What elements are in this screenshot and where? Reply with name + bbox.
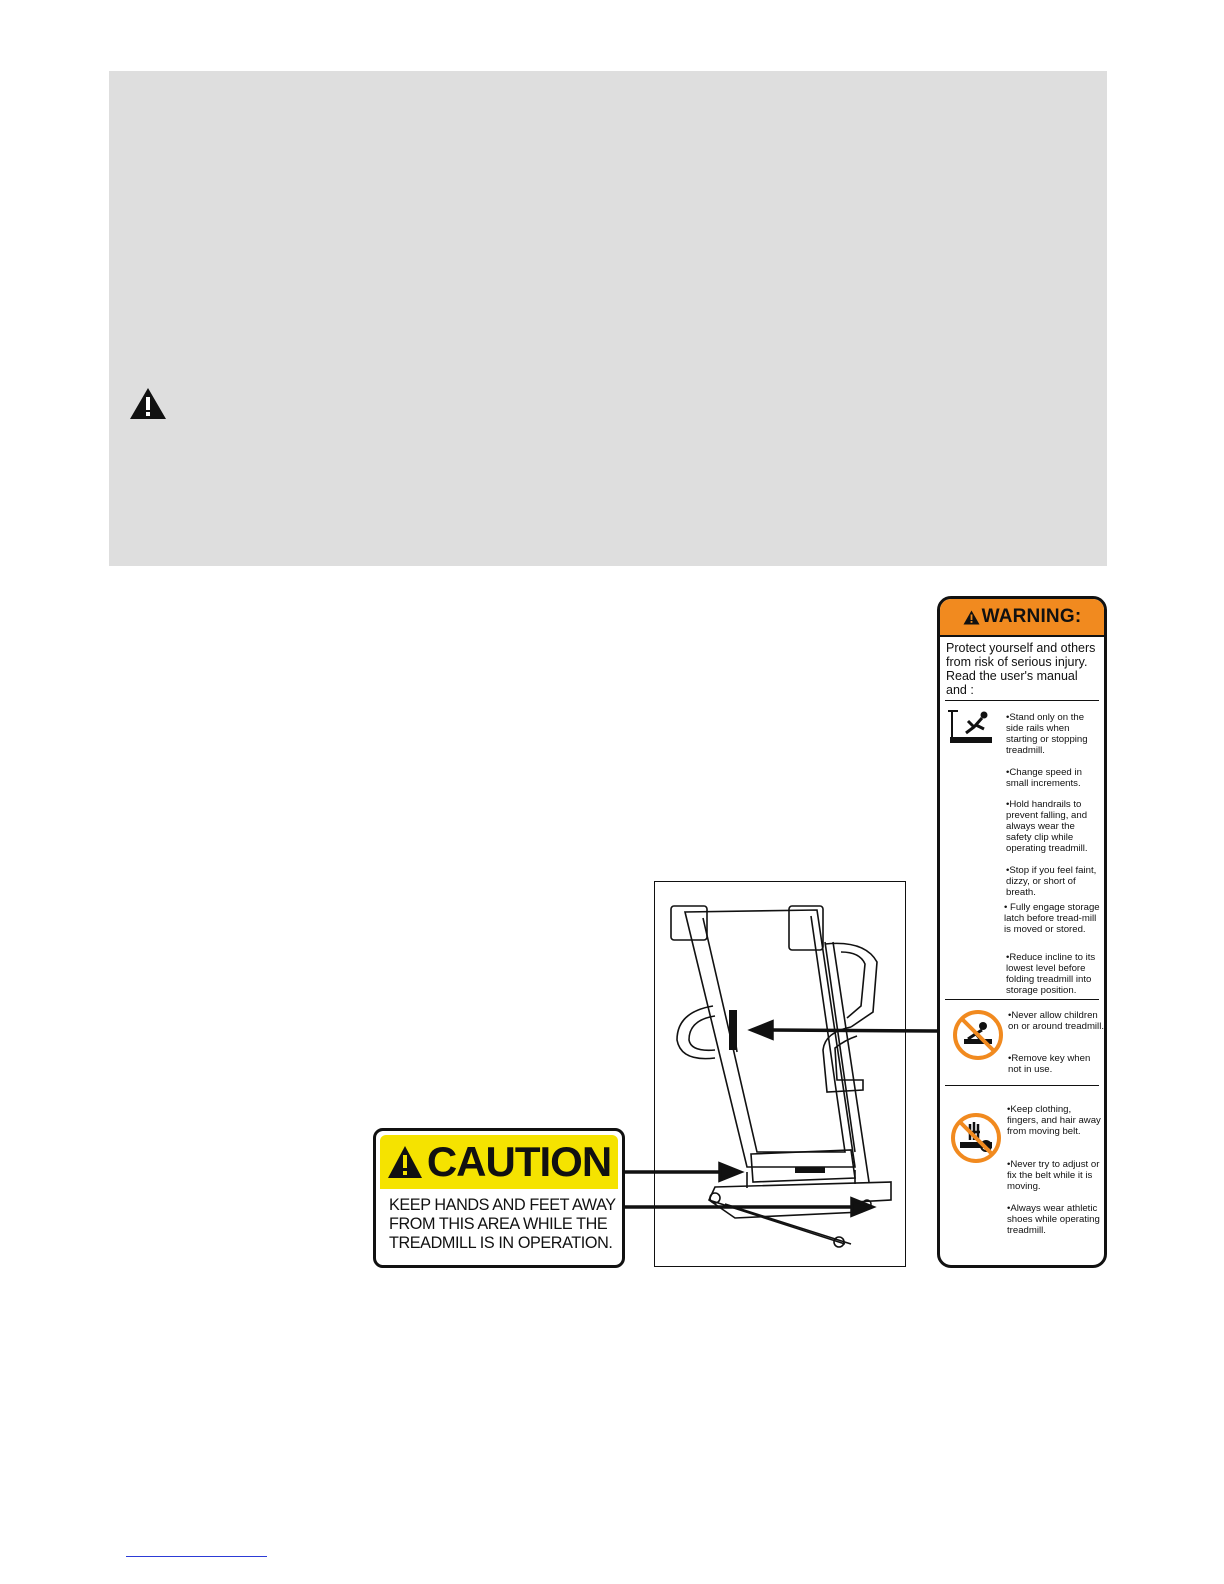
warning-triangle-icon bbox=[387, 1145, 423, 1179]
warning-item: •Never allow children on or around treadmill. bbox=[1008, 1010, 1104, 1032]
caution-line: TREADMILL IS IN OPERATION. bbox=[389, 1234, 613, 1252]
warning-item: •Never try to adjust or fix the belt while it is moving. bbox=[1007, 1159, 1100, 1192]
warning-item: •Always wear athletic shoes while operating treadmill. bbox=[1007, 1203, 1100, 1236]
caution-decal bbox=[373, 1128, 625, 1268]
warning-item: •Remove key when not in use. bbox=[1008, 1053, 1091, 1075]
warning-title: WARNING: bbox=[981, 606, 1082, 627]
caution-title: CAUTION bbox=[426, 1138, 612, 1185]
warning-item: •Keep clothing, fingers, and hair away from moving belt. bbox=[1007, 1104, 1101, 1137]
warning-item: •Stand only on the side rails when starting or stopping treadmill. bbox=[1006, 712, 1088, 756]
warning-item: • Fully engage storage latch before tread-mill is moved or stored. bbox=[1004, 902, 1100, 935]
caution-line: FROM THIS AREA WHILE THE bbox=[389, 1215, 608, 1233]
warning-item: •Hold handrails to prevent falling, and always wear the safety clip while operating treadmill. bbox=[1006, 799, 1088, 854]
warning-item: •Change speed in small increments. bbox=[1006, 767, 1082, 789]
warning-intro-text: Protect yourself and others from risk of serious injury. Read the user's manual and : bbox=[946, 641, 1096, 697]
warning-item: •Reduce incline to its lowest level before folding treadmill into storage position. bbox=[1006, 952, 1096, 996]
caution-line: KEEP HANDS AND FEET AWAY bbox=[389, 1196, 616, 1214]
caution-decal-header bbox=[380, 1135, 618, 1189]
warning-item: •Stop if you feel faint, dizzy, or short of breath. bbox=[1006, 865, 1097, 898]
footer-link[interactable] bbox=[126, 1556, 267, 1557]
caution-body-text bbox=[376, 1189, 622, 1253]
